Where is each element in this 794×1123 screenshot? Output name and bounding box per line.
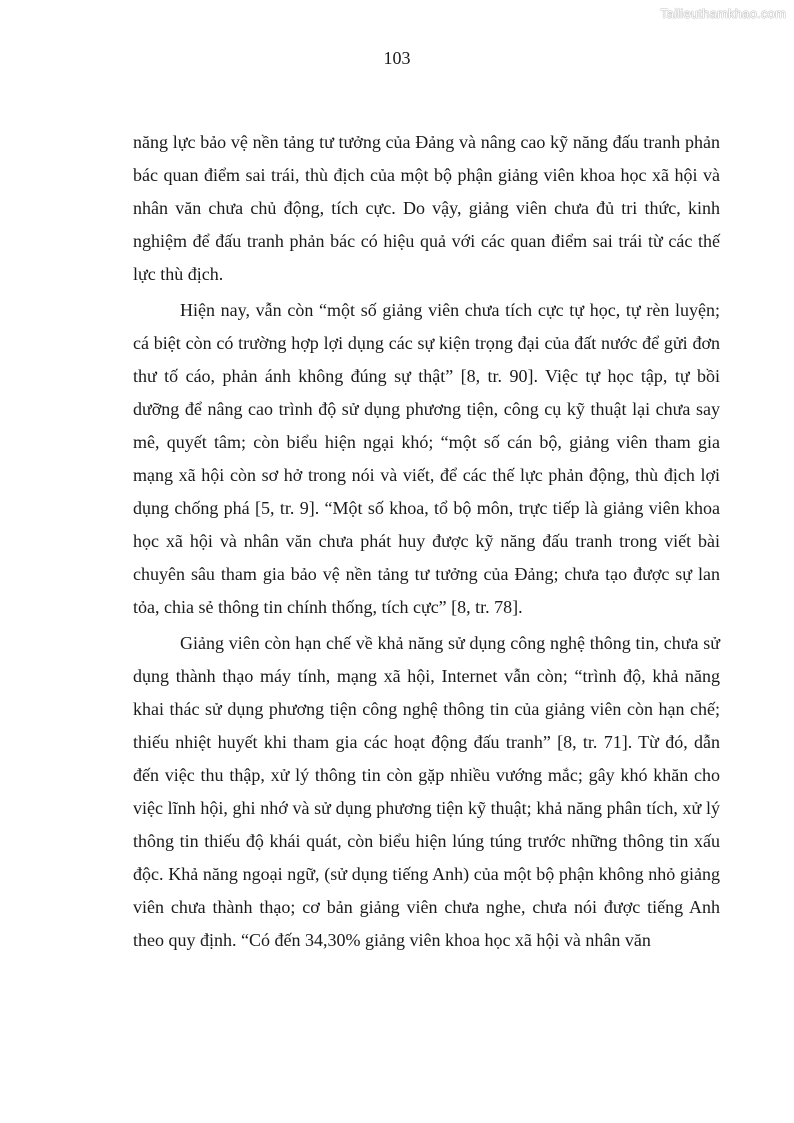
watermark: Tailieuthamkhao.com xyxy=(660,6,786,21)
paragraph-3: Giảng viên còn hạn chế về khả năng sử dụng công nghệ thông tin, chưa sử dụng thành thạo máy tính, mạng xã hội, Internet vẫn còn; “trình độ, khả năng khai thác sử dụng phương tiện công nghệ thông tin của giảng viên còn hạn chế; thiếu nhiệt huyết khi tham gia các hoạt động đấu tranh” [8, tr. 71]. Từ đó, dẫn đến việc thu thập, xử lý thông tin còn gặp nhiều vướng mắc; gây khó khăn cho việc lĩnh hội, ghi nhớ và sử dụng phương tiện kỹ thuật; khả năng phân tích, xử lý thông tin thiếu độ khái quát, còn biểu hiện lúng túng trước những thông tin xấu độc. Khả năng ngoại ngữ, (sử dụng tiếng Anh) của một bộ phận không nhỏ giảng viên chưa thành thạo; cơ bản giảng viên chưa nghe, chưa nói được tiếng Anh theo quy định. “Có đến 34,30% giảng viên khoa học xã hội và nhân văn xyxy=(133,633,720,950)
page-number: 103 xyxy=(383,48,411,68)
paragraph-1: năng lực bảo vệ nền tảng tư tưởng của Đảng và nâng cao kỹ năng đấu tranh phản bác quan điểm sai trái, thù địch của một bộ phận giảng viên khoa học xã hội và nhân văn chưa chủ động, tích cực. Do vậy, giảng viên chưa đủ tri thức, kinh nghiệm để đấu tranh phản bác có hiệu quả với các quan điểm sai trái từ các thế lực thù địch. xyxy=(133,132,720,284)
paragraph-2: Hiện nay, vẫn còn “một số giảng viên chưa tích cực tự học, tự rèn luyện; cá biệt còn có trường hợp lợi dụng các sự kiện trọng đại của đất nước để gửi đơn thư tố cáo, phản ánh không đúng sự thật” [8, tr. 90]. Việc tự học tập, tự bồi dưỡng để nâng cao trình độ sử dụng phương tiện, công cụ kỹ thuật lại chưa say mê, quyết tâm; còn biểu hiện ngại khó; “một số cán bộ, giảng viên tham gia mạng xã hội còn sơ hở trong nói và viết, để các thế lực phản động, thù địch lợi dụng chống phá [5, tr. 9]. “Một số khoa, tổ bộ môn, trực tiếp là giảng viên khoa học xã hội và nhân văn chưa phát huy được kỹ năng đấu tranh trong viết bài chuyên sâu tham gia bảo vệ nền tảng tư tưởng của Đảng; chưa tạo được sự lan tỏa, chia sẻ thông tin chính thống, tích cực” [8, tr. 78]. xyxy=(133,300,720,617)
body-text xyxy=(133,126,720,960)
